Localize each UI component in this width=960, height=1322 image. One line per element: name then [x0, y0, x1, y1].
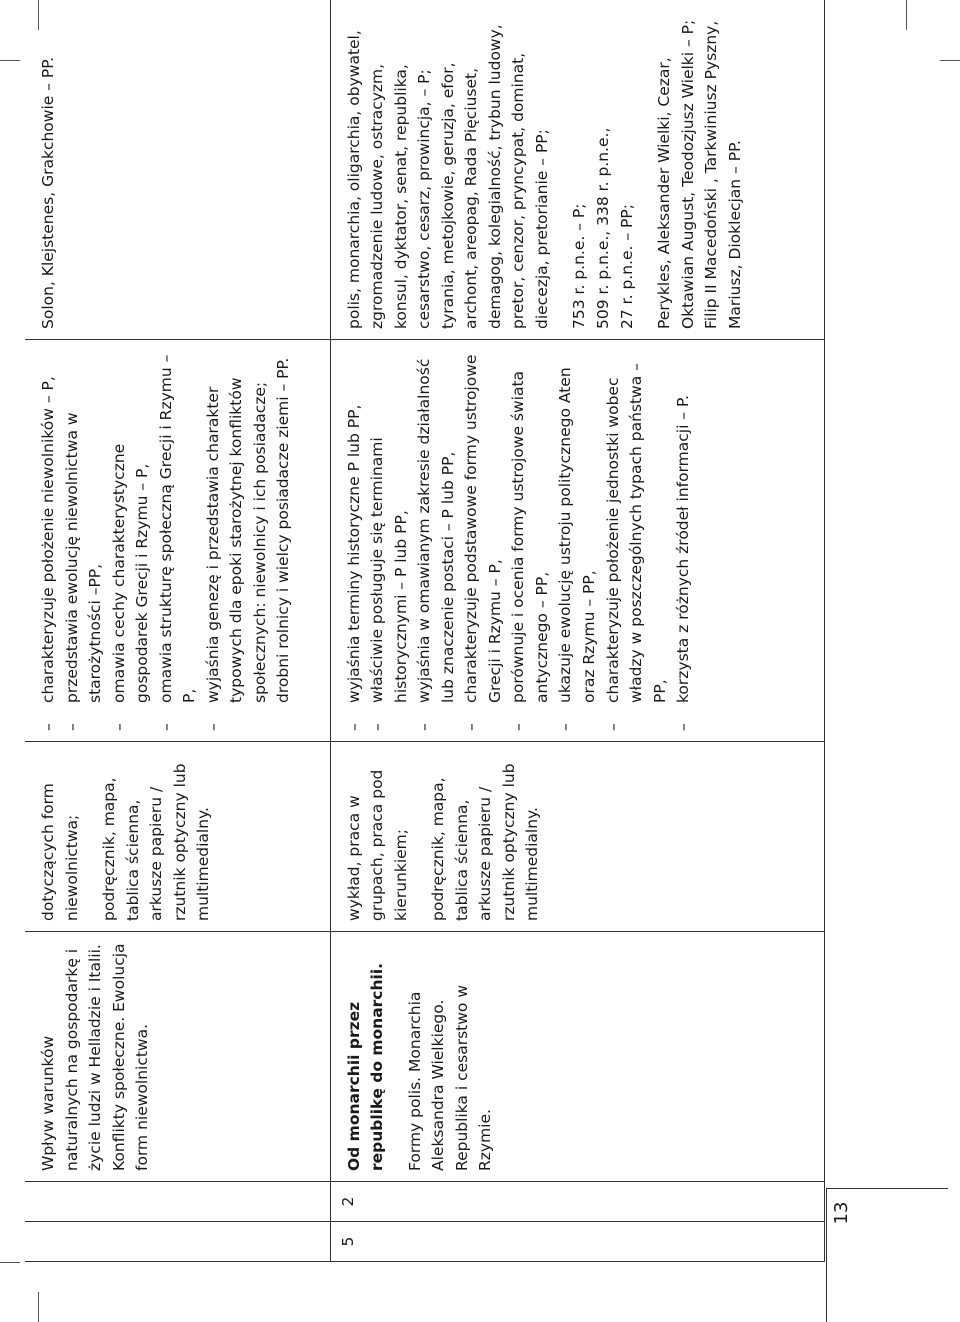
objectives-cell: [330, 340, 825, 742]
curriculum-table: [25, 0, 825, 1262]
curriculum-table-rotated: [25, 0, 825, 1262]
materials-text: podręcznik, mapa, tablica ścienna, arkusze papieru / rzutnik optyczny lub multimedialny.: [100, 763, 213, 921]
hours-cell: 2: [330, 1182, 825, 1222]
list-item: – omawia cechy charakterystyczne gospodarek Grecji i Rzymu – P,: [108, 350, 155, 731]
methods-cell: [330, 742, 825, 932]
page-number: 13: [830, 1201, 852, 1225]
list-item: – przedstawia ewolucję niewolnictwa w starożytności –PP,: [61, 350, 108, 731]
topic-cell: [25, 932, 330, 1182]
date-item: 27 r. p.n.e. – PP;: [617, 204, 636, 329]
list-item: – korzysta z różnych źródeł informacji – P.: [672, 350, 696, 731]
topic-title: Od monarchii przez republikę do monarchii.: [344, 962, 387, 1171]
topic-text: Wpływ warunków naturalnych na gospodarkę i życie ludzi w Helladzie i Italii. Konflikty społeczne. Ewolucja form niewolnictwa.: [39, 943, 152, 1171]
topic-cell: [330, 932, 825, 1182]
list-item: – ukazuje ewolucję ustroju politycznego Aten oraz Rzymu – PP,: [554, 350, 601, 731]
crop-mark: [38, 1292, 39, 1322]
terms-text: Solon, Klejstenes, Grakchowie – PP.: [39, 56, 57, 329]
objectives-list: [37, 350, 296, 731]
terms-cell: [25, 0, 330, 340]
list-item: – charakteryzuje położenie jednostki wobec władzy w poszczególnych typach państwa – PP,: [602, 350, 673, 731]
crop-mark: [940, 60, 960, 61]
dates-list: [568, 10, 639, 329]
list-item: – wyjaśnia terminy historyczne P lub PP,: [343, 350, 367, 731]
crop-mark: [906, 0, 907, 30]
list-item: – porównuje i ocenia formy ustrojowe świata antycznego – PP,: [507, 350, 554, 731]
crop-mark: [0, 1262, 20, 1263]
methods-text: wykład, praca w grupach, praca pod kierunkiem;: [344, 769, 410, 921]
people-basic: Perykles, Aleksander Wielki, Cezar, Oktawian August, Teodozjusz Wielki – P;: [655, 19, 697, 329]
lesson-number-cell: [25, 1222, 330, 1262]
lesson-number-cell: 5: [330, 1222, 825, 1262]
terms-cell: [330, 0, 825, 340]
table-row: [25, 0, 330, 1262]
page-number-rule: [826, 1188, 948, 1189]
topic-text: Formy polis. Monarchia Aleksandra Wielkiego. Republika i cesarstwo w Rzymie.: [405, 984, 495, 1171]
objectives-cell: [25, 340, 330, 742]
date-item: 509 r. p.n.e., 338 r. p.n.e.,: [593, 127, 612, 329]
list-item: – wyjaśnia w omawianym zakresie działalność lub znaczenie postaci – P lub PP,: [413, 350, 460, 731]
date-item: 753 r. p.n.e. – P;: [570, 203, 589, 329]
methods-text: dotyczących form niewolnictwa;: [39, 783, 81, 921]
table-row: [330, 0, 825, 1262]
objectives-list: [343, 350, 696, 731]
list-item: – omawia strukturę społeczną Grecji i Rzymu – P,: [155, 350, 202, 731]
hours-cell: [25, 1182, 330, 1222]
list-item: – właściwie posługuje się terminami historycznymi – P lub PP,: [366, 350, 413, 731]
people-extended: Filip II Macedoński , Tarkwiniusz Pyszny, Mariusz, Dioklecjan – PP.: [702, 20, 744, 329]
methods-cell: [25, 742, 330, 932]
terms-extended: tyrania, metojkowie, geruzja, efor, archont, areopag, Rada Pięciuset, demagog, kolegialność, trybun ludowy, pretor, cenzor, pryncypat, dominat, diecezja, pretorianie – PP;: [438, 24, 551, 329]
materials-text: podręcznik, mapa, tablica ścienna, arkusze papieru / rzutnik optyczny lub multimedialny.: [429, 763, 542, 921]
list-item: – wyjaśnia genezę i przedstawia charakter typowych dla epoki starożytnej konfliktów społecznych: niewolnicy i ich posiadacze; drobni rolnicy i wielcy posiadacze ziemi – PP.: [202, 350, 296, 731]
crop-mark: [0, 60, 20, 61]
list-item: – charakteryzuje podstawowe formy ustrojowe Grecji i Rzymu – P,: [460, 350, 507, 731]
list-item: – charakteryzuje położenie niewolników – P,: [37, 350, 61, 731]
terms-basic: polis, monarchia, oligarchia, obywatel, zgromadzenie ludowe, ostracyzm, konsul, dyktator, senat, republika, cesarstwo, cesarz, prowincja, – P;: [344, 30, 434, 329]
